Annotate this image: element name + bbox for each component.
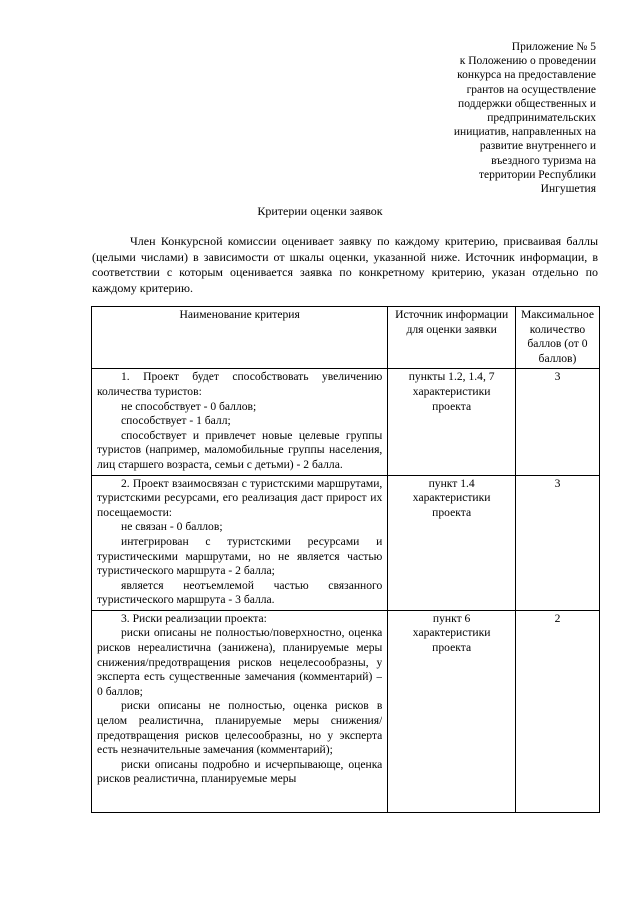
appendix-line: развитие внутреннего и [479,140,596,153]
table-row [92,610,600,812]
criteria-table [91,306,600,813]
max-score-cell: 3 [515,475,599,610]
source-cell: пункты 1.2, 1.4, 7 характеристики проекта [388,369,516,475]
table-row [92,475,600,610]
table-header-row [92,307,600,369]
table-row [92,369,600,475]
criterion-option: способствует - 1 балл; [121,414,231,428]
criterion-title: 1. Проект будет способствовать увеличению количества туристов: [97,370,383,398]
document-title: Критерии оценки заявок [257,204,383,218]
appendix-line: Приложение № 5 [511,41,596,53]
appendix-block [420,40,596,196]
header-source: Источник информации для оценки заявки [388,307,516,369]
criterion-cell [92,610,388,812]
criterion-cell [92,369,388,475]
criterion-option: способствует и привлечет новые целевые группы туристов (например, маломобильные группы населения, лиц старшего возраста, семьи с детьми) - 2 балла. [97,428,383,471]
intro-text: Член Конкурсной комиссии оценивает заявку по каждому критерию, присваивая баллы (целыми числами) в зависимости от шкалы оценки, указанной ниже. Источник информации, в соответствии с которым оценивается заявка по конкретному критерию, указан отдельно по каждому критерию. [92,234,598,295]
criterion-option: риски описаны подробно и исчерпывающе, оценка рисков реалистична, планируемые меры [97,757,383,786]
max-score-cell: 3 [515,369,599,475]
appendix-line: Ингушетия [540,183,596,196]
criterion-title: 2. Проект взаимосвязан с туристскими маршрутами, туристскими ресурсами, его реализация даст прирост их посещаемости: [97,476,383,519]
appendix-line: поддержки общественных и [458,97,596,110]
appendix-line: въездного туризма на [491,154,596,167]
header-max: Максимальное количество баллов (от 0 баллов) [515,307,599,369]
criterion-content [97,612,382,810]
appendix-line: предпринимательских [487,112,596,125]
intro-paragraph [92,234,598,296]
appendix-line: инициатив, направленных на [453,126,596,139]
appendix-line: конкурса на предоставление [457,69,596,82]
criterion-option: не связан - 0 баллов; [121,520,223,534]
max-score-cell: 2 [515,610,599,812]
criterion-title: 3. Риски реализации проекта: [121,611,267,625]
criterion-option: риски описаны не полностью/поверхностно, оценка рисков нереалистична (занижена), планируемые меры снижения/предотвращения рисков нецелесообразны, у эксперта есть существенные замечания (комментарий) – 0 баллов; [97,626,383,698]
criterion-cell [92,475,388,610]
criterion-option: не способствует - 0 баллов; [121,399,257,413]
source-cell: пункт 1.4 характеристики проекта [388,475,516,610]
criterion-option: является неотъемлемой частью связанного туристического маршрута - 3 балла. [97,578,383,607]
criterion-option: риски описаны не полностью, оценка рисков в целом реалистична, планируемые меры снижения/предотвращения рисков целесообразны, но у эксперта есть незначительные замечания (комментарий); [97,699,383,757]
header-criterion: Наименование критерия [92,307,388,369]
appendix-line: территории Республики [478,168,596,181]
appendix-line: к Положению о проведении [459,55,596,68]
appendix-line: грантов на осуществление [466,83,596,96]
source-cell: пункт 6 характеристики проекта [388,610,516,812]
criterion-option: интегрирован с туристскими ресурсами и туристическими маршрутами, но не является частью туристического маршрута - 2 балла; [97,534,383,578]
